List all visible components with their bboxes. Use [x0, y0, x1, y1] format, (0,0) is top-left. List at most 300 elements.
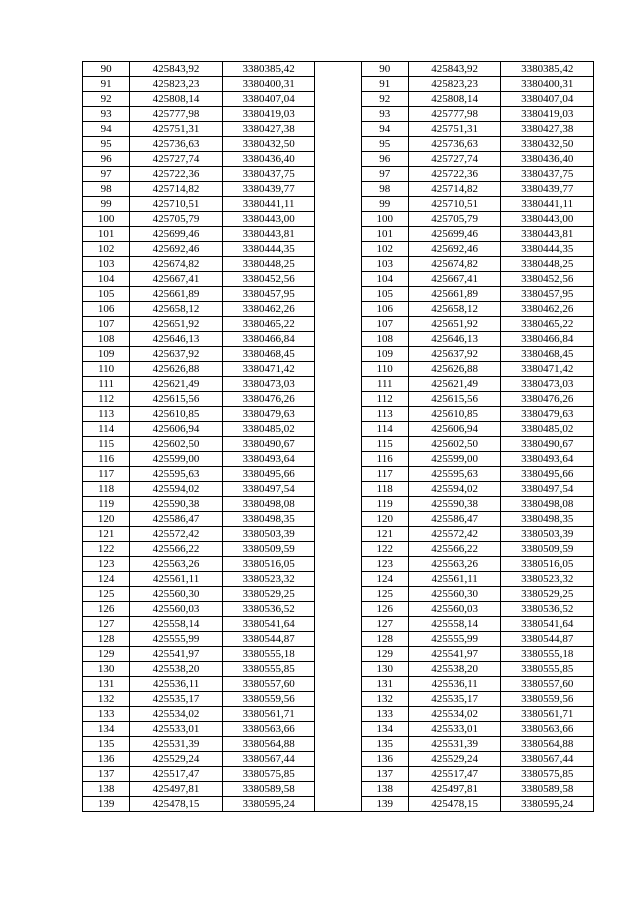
left-point-number-cell: 137 — [83, 767, 130, 782]
left-point-number-cell: 91 — [83, 77, 130, 92]
left-x-coordinate-cell: 425710,51 — [130, 197, 223, 212]
right-y-coordinate-cell: 3380564,88 — [501, 737, 594, 752]
table-row — [83, 407, 594, 422]
left-point-number-cell: 131 — [83, 677, 130, 692]
right-x-coordinate-cell: 425722,36 — [408, 167, 501, 182]
left-y-coordinate-cell: 3380407,04 — [222, 92, 315, 107]
left-x-coordinate-cell: 425692,46 — [130, 242, 223, 257]
column-gap — [315, 302, 361, 317]
column-gap — [315, 677, 361, 692]
left-point-number-cell: 130 — [83, 662, 130, 677]
left-x-coordinate-cell: 425705,79 — [130, 212, 223, 227]
right-point-number-cell: 112 — [361, 392, 408, 407]
right-y-coordinate-cell: 3380555,85 — [501, 662, 594, 677]
left-point-number-cell: 128 — [83, 632, 130, 647]
right-y-coordinate-cell: 3380497,54 — [501, 482, 594, 497]
column-gap — [315, 737, 361, 752]
left-point-number-cell: 104 — [83, 272, 130, 287]
right-x-coordinate-cell: 425843,92 — [408, 62, 501, 77]
right-x-coordinate-cell: 425572,42 — [408, 527, 501, 542]
table-row — [83, 347, 594, 362]
left-y-coordinate-cell: 3380490,67 — [222, 437, 315, 452]
right-y-coordinate-cell: 3380498,35 — [501, 512, 594, 527]
left-point-number-cell: 122 — [83, 542, 130, 557]
left-x-coordinate-cell: 425566,22 — [130, 542, 223, 557]
right-x-coordinate-cell: 425566,22 — [408, 542, 501, 557]
column-gap — [315, 617, 361, 632]
right-y-coordinate-cell: 3380567,44 — [501, 752, 594, 767]
left-x-coordinate-cell: 425667,41 — [130, 272, 223, 287]
table-row — [83, 662, 594, 677]
right-point-number-cell: 121 — [361, 527, 408, 542]
left-y-coordinate-cell: 3380485,02 — [222, 422, 315, 437]
left-y-coordinate-cell: 3380468,45 — [222, 347, 315, 362]
column-gap — [315, 692, 361, 707]
right-y-coordinate-cell: 3380437,75 — [501, 167, 594, 182]
right-point-number-cell: 100 — [361, 212, 408, 227]
left-x-coordinate-cell: 425751,31 — [130, 122, 223, 137]
table-row — [83, 452, 594, 467]
table-row — [83, 512, 594, 527]
table-row — [83, 482, 594, 497]
table-row — [83, 362, 594, 377]
left-point-number-cell: 94 — [83, 122, 130, 137]
right-x-coordinate-cell: 425560,03 — [408, 602, 501, 617]
table-row — [83, 182, 594, 197]
table-row — [83, 632, 594, 647]
right-x-coordinate-cell: 425599,00 — [408, 452, 501, 467]
column-gap — [315, 542, 361, 557]
right-y-coordinate-cell: 3380479,63 — [501, 407, 594, 422]
right-y-coordinate-cell: 3380559,56 — [501, 692, 594, 707]
left-point-number-cell: 125 — [83, 587, 130, 602]
right-y-coordinate-cell: 3380443,00 — [501, 212, 594, 227]
table-row — [83, 617, 594, 632]
left-x-coordinate-cell: 425563,26 — [130, 557, 223, 572]
right-point-number-cell: 94 — [361, 122, 408, 137]
right-point-number-cell: 137 — [361, 767, 408, 782]
left-y-coordinate-cell: 3380471,42 — [222, 362, 315, 377]
table-row — [83, 392, 594, 407]
left-y-coordinate-cell: 3380567,44 — [222, 752, 315, 767]
left-x-coordinate-cell: 425699,46 — [130, 227, 223, 242]
left-y-coordinate-cell: 3380541,64 — [222, 617, 315, 632]
left-x-coordinate-cell: 425615,56 — [130, 392, 223, 407]
right-x-coordinate-cell: 425563,26 — [408, 557, 501, 572]
right-x-coordinate-cell: 425727,74 — [408, 152, 501, 167]
table-row — [83, 122, 594, 137]
table-row — [83, 797, 594, 812]
right-point-number-cell: 130 — [361, 662, 408, 677]
left-y-coordinate-cell: 3380589,58 — [222, 782, 315, 797]
column-gap — [315, 137, 361, 152]
left-y-coordinate-cell: 3380443,81 — [222, 227, 315, 242]
left-point-number-cell: 135 — [83, 737, 130, 752]
left-y-coordinate-cell: 3380523,32 — [222, 572, 315, 587]
column-gap — [315, 707, 361, 722]
right-x-coordinate-cell: 425610,85 — [408, 407, 501, 422]
left-x-coordinate-cell: 425497,81 — [130, 782, 223, 797]
column-gap — [315, 347, 361, 362]
table-row — [83, 302, 594, 317]
left-x-coordinate-cell: 425533,01 — [130, 722, 223, 737]
right-x-coordinate-cell: 425651,92 — [408, 317, 501, 332]
table-row — [83, 167, 594, 182]
left-y-coordinate-cell: 3380465,22 — [222, 317, 315, 332]
coordinates-table — [82, 61, 594, 812]
left-x-coordinate-cell: 425558,14 — [130, 617, 223, 632]
right-y-coordinate-cell: 3380439,77 — [501, 182, 594, 197]
column-gap — [315, 482, 361, 497]
right-x-coordinate-cell: 425606,94 — [408, 422, 501, 437]
left-y-coordinate-cell: 3380557,60 — [222, 677, 315, 692]
right-x-coordinate-cell: 425534,02 — [408, 707, 501, 722]
right-y-coordinate-cell: 3380563,66 — [501, 722, 594, 737]
column-gap — [315, 572, 361, 587]
right-point-number-cell: 101 — [361, 227, 408, 242]
right-point-number-cell: 115 — [361, 437, 408, 452]
right-y-coordinate-cell: 3380541,64 — [501, 617, 594, 632]
column-gap — [315, 527, 361, 542]
column-gap — [315, 587, 361, 602]
column-gap — [315, 782, 361, 797]
left-y-coordinate-cell: 3380563,66 — [222, 722, 315, 737]
left-x-coordinate-cell: 425590,38 — [130, 497, 223, 512]
right-point-number-cell: 126 — [361, 602, 408, 617]
left-x-coordinate-cell: 425621,49 — [130, 377, 223, 392]
left-point-number-cell: 132 — [83, 692, 130, 707]
left-y-coordinate-cell: 3380452,56 — [222, 272, 315, 287]
left-y-coordinate-cell: 3380536,52 — [222, 602, 315, 617]
left-y-coordinate-cell: 3380436,40 — [222, 152, 315, 167]
left-x-coordinate-cell: 425777,98 — [130, 107, 223, 122]
right-point-number-cell: 113 — [361, 407, 408, 422]
left-point-number-cell: 117 — [83, 467, 130, 482]
left-point-number-cell: 98 — [83, 182, 130, 197]
left-point-number-cell: 99 — [83, 197, 130, 212]
right-x-coordinate-cell: 425646,13 — [408, 332, 501, 347]
right-y-coordinate-cell: 3380448,25 — [501, 257, 594, 272]
left-point-number-cell: 118 — [83, 482, 130, 497]
right-point-number-cell: 111 — [361, 377, 408, 392]
left-point-number-cell: 120 — [83, 512, 130, 527]
left-x-coordinate-cell: 425658,12 — [130, 302, 223, 317]
table-row — [83, 92, 594, 107]
right-y-coordinate-cell: 3380476,26 — [501, 392, 594, 407]
column-gap — [315, 722, 361, 737]
right-y-coordinate-cell: 3380529,25 — [501, 587, 594, 602]
right-y-coordinate-cell: 3380595,24 — [501, 797, 594, 812]
column-gap — [315, 437, 361, 452]
column-gap — [315, 392, 361, 407]
right-x-coordinate-cell: 425594,02 — [408, 482, 501, 497]
table-row — [83, 137, 594, 152]
left-x-coordinate-cell: 425531,39 — [130, 737, 223, 752]
column-gap — [315, 77, 361, 92]
left-y-coordinate-cell: 3380561,71 — [222, 707, 315, 722]
left-y-coordinate-cell: 3380439,77 — [222, 182, 315, 197]
table-row — [83, 707, 594, 722]
right-y-coordinate-cell: 3380516,05 — [501, 557, 594, 572]
left-y-coordinate-cell: 3380503,39 — [222, 527, 315, 542]
left-y-coordinate-cell: 3380575,85 — [222, 767, 315, 782]
right-point-number-cell: 90 — [361, 62, 408, 77]
left-x-coordinate-cell: 425727,74 — [130, 152, 223, 167]
left-y-coordinate-cell: 3380595,24 — [222, 797, 315, 812]
table-row — [83, 287, 594, 302]
table-row — [83, 422, 594, 437]
right-point-number-cell: 120 — [361, 512, 408, 527]
left-y-coordinate-cell: 3380432,50 — [222, 137, 315, 152]
right-x-coordinate-cell: 425777,98 — [408, 107, 501, 122]
right-point-number-cell: 117 — [361, 467, 408, 482]
right-x-coordinate-cell: 425478,15 — [408, 797, 501, 812]
right-point-number-cell: 119 — [361, 497, 408, 512]
left-y-coordinate-cell: 3380555,85 — [222, 662, 315, 677]
left-point-number-cell: 93 — [83, 107, 130, 122]
column-gap — [315, 107, 361, 122]
left-point-number-cell: 121 — [83, 527, 130, 542]
left-y-coordinate-cell: 3380441,11 — [222, 197, 315, 212]
column-gap — [315, 182, 361, 197]
right-x-coordinate-cell: 425615,56 — [408, 392, 501, 407]
table-row — [83, 737, 594, 752]
left-y-coordinate-cell: 3380466,84 — [222, 332, 315, 347]
right-point-number-cell: 132 — [361, 692, 408, 707]
left-point-number-cell: 136 — [83, 752, 130, 767]
left-y-coordinate-cell: 3380529,25 — [222, 587, 315, 602]
right-y-coordinate-cell: 3380441,11 — [501, 197, 594, 212]
left-x-coordinate-cell: 425541,97 — [130, 647, 223, 662]
left-x-coordinate-cell: 425595,63 — [130, 467, 223, 482]
column-gap — [315, 647, 361, 662]
left-point-number-cell: 106 — [83, 302, 130, 317]
right-y-coordinate-cell: 3380471,42 — [501, 362, 594, 377]
left-y-coordinate-cell: 3380437,75 — [222, 167, 315, 182]
right-point-number-cell: 95 — [361, 137, 408, 152]
right-point-number-cell: 99 — [361, 197, 408, 212]
table-row — [83, 752, 594, 767]
left-y-coordinate-cell: 3380495,66 — [222, 467, 315, 482]
left-point-number-cell: 96 — [83, 152, 130, 167]
right-y-coordinate-cell: 3380473,03 — [501, 377, 594, 392]
left-point-number-cell: 108 — [83, 332, 130, 347]
left-point-number-cell: 127 — [83, 617, 130, 632]
right-x-coordinate-cell: 425667,41 — [408, 272, 501, 287]
right-point-number-cell: 96 — [361, 152, 408, 167]
right-y-coordinate-cell: 3380407,04 — [501, 92, 594, 107]
left-y-coordinate-cell: 3380448,25 — [222, 257, 315, 272]
left-x-coordinate-cell: 425561,11 — [130, 572, 223, 587]
left-y-coordinate-cell: 3380427,38 — [222, 122, 315, 137]
table-row — [83, 467, 594, 482]
right-point-number-cell: 135 — [361, 737, 408, 752]
left-x-coordinate-cell: 425626,88 — [130, 362, 223, 377]
right-x-coordinate-cell: 425602,50 — [408, 437, 501, 452]
right-point-number-cell: 124 — [361, 572, 408, 587]
right-x-coordinate-cell: 425658,12 — [408, 302, 501, 317]
right-y-coordinate-cell: 3380493,64 — [501, 452, 594, 467]
left-point-number-cell: 101 — [83, 227, 130, 242]
right-x-coordinate-cell: 425808,14 — [408, 92, 501, 107]
left-y-coordinate-cell: 3380497,54 — [222, 482, 315, 497]
left-y-coordinate-cell: 3380564,88 — [222, 737, 315, 752]
right-x-coordinate-cell: 425536,11 — [408, 677, 501, 692]
right-x-coordinate-cell: 425555,99 — [408, 632, 501, 647]
column-gap — [315, 227, 361, 242]
right-y-coordinate-cell: 3380503,39 — [501, 527, 594, 542]
right-point-number-cell: 134 — [361, 722, 408, 737]
left-point-number-cell: 138 — [83, 782, 130, 797]
left-point-number-cell: 110 — [83, 362, 130, 377]
column-gap — [315, 467, 361, 482]
column-gap — [315, 62, 361, 77]
right-y-coordinate-cell: 3380427,38 — [501, 122, 594, 137]
table-row — [83, 677, 594, 692]
right-y-coordinate-cell: 3380575,85 — [501, 767, 594, 782]
right-point-number-cell: 122 — [361, 542, 408, 557]
left-x-coordinate-cell: 425606,94 — [130, 422, 223, 437]
right-x-coordinate-cell: 425535,17 — [408, 692, 501, 707]
table-row — [83, 722, 594, 737]
left-x-coordinate-cell: 425599,00 — [130, 452, 223, 467]
right-y-coordinate-cell: 3380443,81 — [501, 227, 594, 242]
right-y-coordinate-cell: 3380544,87 — [501, 632, 594, 647]
left-x-coordinate-cell: 425517,47 — [130, 767, 223, 782]
right-point-number-cell: 92 — [361, 92, 408, 107]
left-point-number-cell: 100 — [83, 212, 130, 227]
left-y-coordinate-cell: 3380419,03 — [222, 107, 315, 122]
table-row — [83, 332, 594, 347]
column-gap — [315, 512, 361, 527]
left-x-coordinate-cell: 425555,99 — [130, 632, 223, 647]
right-x-coordinate-cell: 425751,31 — [408, 122, 501, 137]
right-y-coordinate-cell: 3380589,58 — [501, 782, 594, 797]
column-gap — [315, 752, 361, 767]
left-x-coordinate-cell: 425535,17 — [130, 692, 223, 707]
column-gap — [315, 242, 361, 257]
right-y-coordinate-cell: 3380462,26 — [501, 302, 594, 317]
table-row — [83, 77, 594, 92]
left-point-number-cell: 123 — [83, 557, 130, 572]
right-x-coordinate-cell: 425699,46 — [408, 227, 501, 242]
column-gap — [315, 602, 361, 617]
column-gap — [315, 92, 361, 107]
left-point-number-cell: 90 — [83, 62, 130, 77]
right-y-coordinate-cell: 3380457,95 — [501, 287, 594, 302]
left-point-number-cell: 95 — [83, 137, 130, 152]
left-x-coordinate-cell: 425651,92 — [130, 317, 223, 332]
left-point-number-cell: 109 — [83, 347, 130, 362]
right-y-coordinate-cell: 3380555,18 — [501, 647, 594, 662]
right-x-coordinate-cell: 425736,63 — [408, 137, 501, 152]
right-x-coordinate-cell: 425586,47 — [408, 512, 501, 527]
left-point-number-cell: 133 — [83, 707, 130, 722]
column-gap — [315, 317, 361, 332]
left-x-coordinate-cell: 425572,42 — [130, 527, 223, 542]
right-x-coordinate-cell: 425558,14 — [408, 617, 501, 632]
right-point-number-cell: 106 — [361, 302, 408, 317]
column-gap — [315, 257, 361, 272]
right-point-number-cell: 105 — [361, 287, 408, 302]
right-x-coordinate-cell: 425621,49 — [408, 377, 501, 392]
left-point-number-cell: 126 — [83, 602, 130, 617]
left-x-coordinate-cell: 425843,92 — [130, 62, 223, 77]
left-point-number-cell: 103 — [83, 257, 130, 272]
left-x-coordinate-cell: 425478,15 — [130, 797, 223, 812]
column-gap — [315, 197, 361, 212]
right-point-number-cell: 102 — [361, 242, 408, 257]
right-y-coordinate-cell: 3380436,40 — [501, 152, 594, 167]
right-x-coordinate-cell: 425497,81 — [408, 782, 501, 797]
left-x-coordinate-cell: 425674,82 — [130, 257, 223, 272]
table-row — [83, 242, 594, 257]
left-point-number-cell: 115 — [83, 437, 130, 452]
right-x-coordinate-cell: 425823,23 — [408, 77, 501, 92]
table-row — [83, 647, 594, 662]
left-y-coordinate-cell: 3380462,26 — [222, 302, 315, 317]
right-point-number-cell: 125 — [361, 587, 408, 602]
right-point-number-cell: 139 — [361, 797, 408, 812]
left-x-coordinate-cell: 425808,14 — [130, 92, 223, 107]
left-y-coordinate-cell: 3380493,64 — [222, 452, 315, 467]
right-point-number-cell: 107 — [361, 317, 408, 332]
table-row — [83, 212, 594, 227]
right-x-coordinate-cell: 425626,88 — [408, 362, 501, 377]
right-point-number-cell: 129 — [361, 647, 408, 662]
table-row — [83, 602, 594, 617]
left-x-coordinate-cell: 425538,20 — [130, 662, 223, 677]
table-row — [83, 437, 594, 452]
table-row — [83, 227, 594, 242]
left-y-coordinate-cell: 3380544,87 — [222, 632, 315, 647]
right-x-coordinate-cell: 425590,38 — [408, 497, 501, 512]
right-y-coordinate-cell: 3380465,22 — [501, 317, 594, 332]
table-row — [83, 317, 594, 332]
left-y-coordinate-cell: 3380516,05 — [222, 557, 315, 572]
left-x-coordinate-cell: 425560,03 — [130, 602, 223, 617]
right-point-number-cell: 109 — [361, 347, 408, 362]
right-point-number-cell: 138 — [361, 782, 408, 797]
right-x-coordinate-cell: 425517,47 — [408, 767, 501, 782]
right-point-number-cell: 128 — [361, 632, 408, 647]
right-point-number-cell: 91 — [361, 77, 408, 92]
right-y-coordinate-cell: 3380452,56 — [501, 272, 594, 287]
table-row — [83, 527, 594, 542]
left-y-coordinate-cell: 3380559,56 — [222, 692, 315, 707]
right-x-coordinate-cell: 425561,11 — [408, 572, 501, 587]
table-row — [83, 587, 594, 602]
coordinates-table-body — [83, 62, 594, 812]
table-row — [83, 767, 594, 782]
right-y-coordinate-cell: 3380490,67 — [501, 437, 594, 452]
table-row — [83, 107, 594, 122]
left-y-coordinate-cell: 3380498,35 — [222, 512, 315, 527]
column-gap — [315, 632, 361, 647]
column-gap — [315, 422, 361, 437]
left-y-coordinate-cell: 3380555,18 — [222, 647, 315, 662]
table-row — [83, 542, 594, 557]
left-point-number-cell: 139 — [83, 797, 130, 812]
left-point-number-cell: 119 — [83, 497, 130, 512]
right-point-number-cell: 98 — [361, 182, 408, 197]
left-x-coordinate-cell: 425560,30 — [130, 587, 223, 602]
left-y-coordinate-cell: 3380476,26 — [222, 392, 315, 407]
left-x-coordinate-cell: 425661,89 — [130, 287, 223, 302]
table-row — [83, 257, 594, 272]
column-gap — [315, 152, 361, 167]
right-x-coordinate-cell: 425538,20 — [408, 662, 501, 677]
